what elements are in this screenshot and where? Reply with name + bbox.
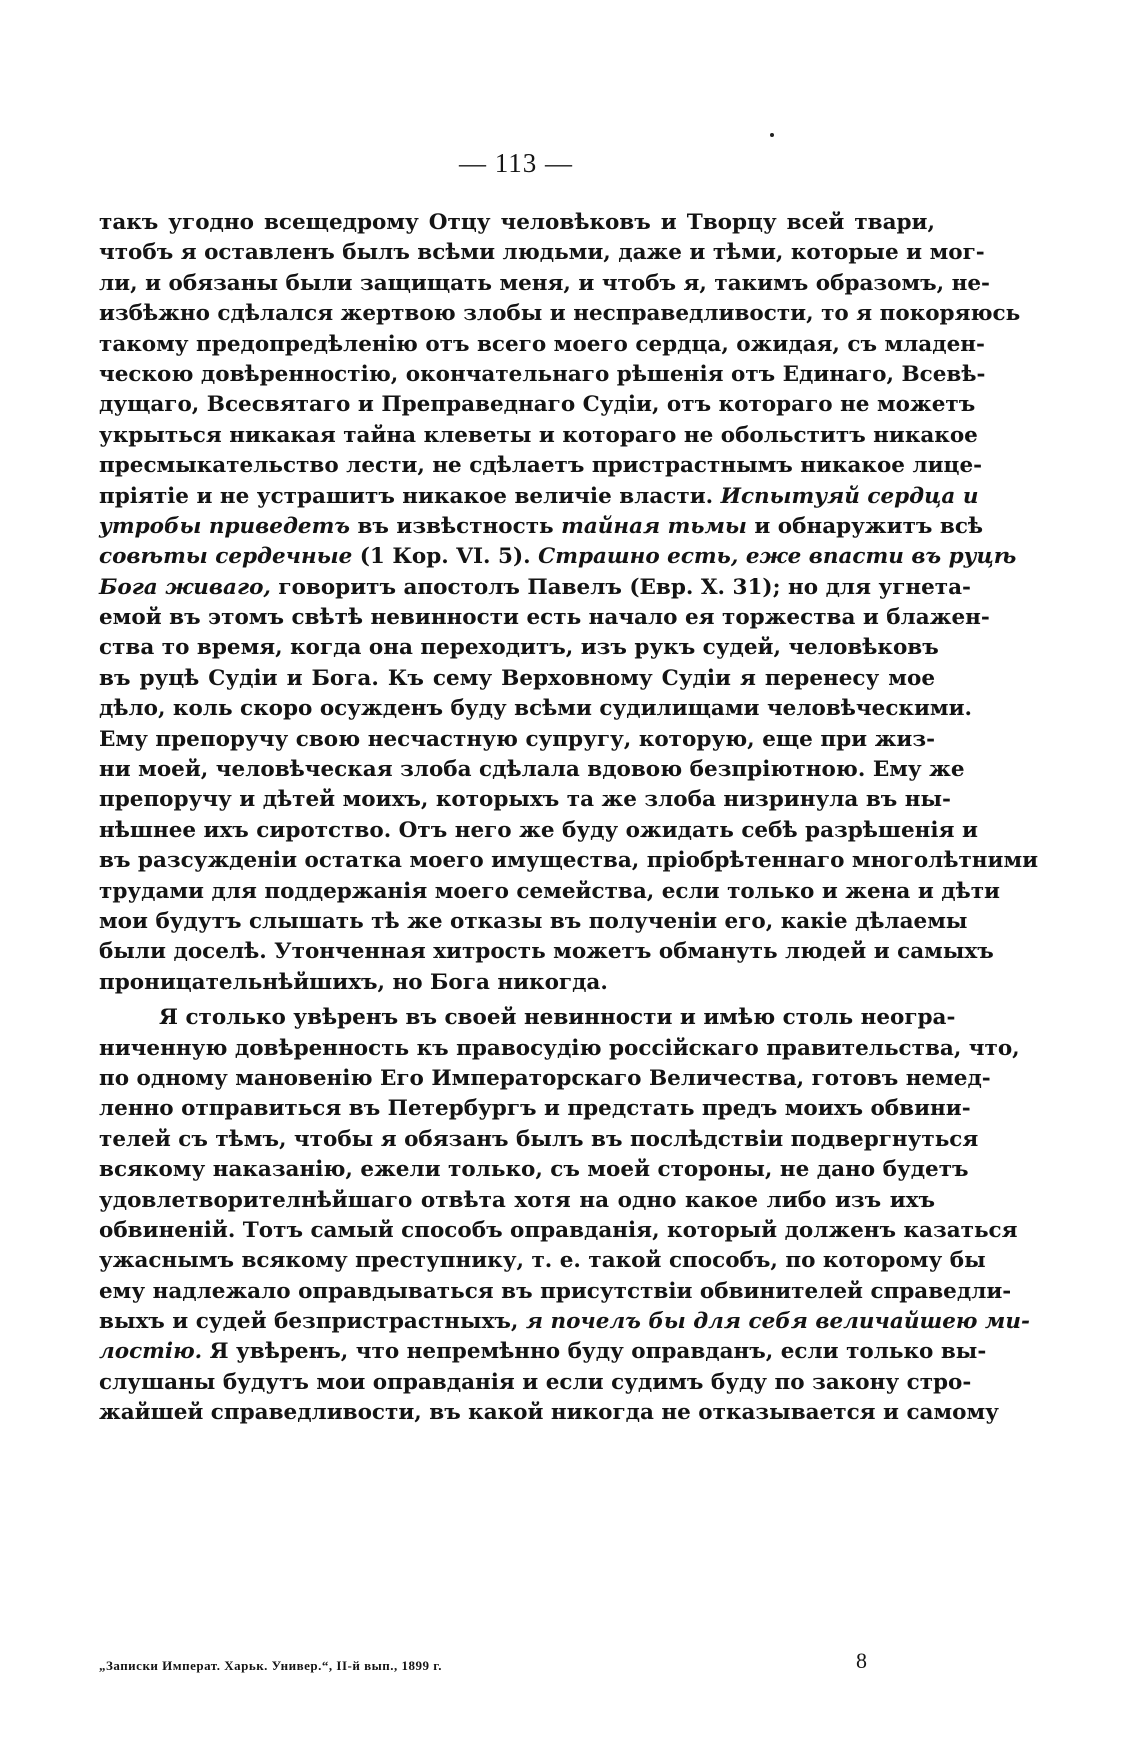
text-line: ни моей, человѣческая злоба сдѣлала вдовою безпрiютною. Ему же (99, 757, 965, 783)
text-line: совѣты сердечные (1 Кор. VI. 5). Страшно есть, еже впасти въ руцѣ (99, 544, 1017, 570)
text-line: въ руцѣ Судiи и Бога. Къ сему Верховному Судiи я перенесу мое (99, 665, 935, 691)
page-number: — 113 — (459, 148, 573, 178)
speck-mark (770, 133, 774, 137)
text-line: укрыться никакая тайна клеветы и котораго не обольститъ никакое (99, 422, 978, 448)
text-line: пресмыкательство лести, не сдѣлаетъ пристрастнымъ никакое лице- (99, 453, 983, 479)
scripture-quote: Бога живаго, (99, 574, 271, 600)
scripture-quote: тайная тьмы (561, 513, 747, 539)
scripture-quote: совѣты сердечные (99, 544, 353, 570)
text-line: такому предопредѣленiю отъ всего моего сердца, ожидая, съ младен- (99, 331, 985, 357)
text-line: ства то время, когда она переходитъ, изъ рукъ судей, человѣковъ (99, 635, 939, 661)
scripture-quote: Испытуяй сердца и (720, 483, 979, 509)
text-line: удовлетворителнѣйшаго отвѣта хотя на одно какое либо изъ ихъ (99, 1187, 935, 1213)
text-line: прiятie и не устрашитъ никакое величie власти. Испытуяй сердца и (99, 483, 979, 509)
text-line: по одному мановенiю Его Императорскаго Величества, готовъ немед- (99, 1065, 991, 1091)
text-line: ему надлежало оправдываться въ присутствiи обвинителей справедли- (99, 1278, 1012, 1304)
text-line: избѣжно сдѣлался жертвою злобы и несправедливости, то я покоряюсь (99, 301, 1021, 327)
text-line: чтобъ я оставленъ былъ всѣми людьми, даже и тѣми, которые и мог- (99, 240, 985, 266)
text-line: ческою довѣренностiю, окончательнаго рѣшенiя отъ Единаго, Всевѣ- (99, 361, 986, 387)
text-line: жайшей справедливости, въ какой никогда не отказывается и самому (99, 1400, 999, 1426)
emphasis-phrase: лостiю. (99, 1339, 203, 1365)
emphasis-phrase: я почелъ бы для себя величайшею ми- (525, 1309, 1030, 1335)
text-line: ниченную довѣренность къ правосудiю россiйскаго правительства, что, (99, 1035, 1020, 1061)
text-line: ужаснымъ всякому преступнику, т. е. такой способъ, по которому бы (99, 1248, 986, 1274)
text-line: утробы приведетъ въ извѣстность тайная тьмы и обнаружитъ всѣ (99, 513, 984, 539)
text-line: дѣло, коль скоро осужденъ буду всѣми судилищами человѣческими. (99, 696, 972, 722)
text-line: препоручу и дѣтей моихъ, которыхъ та же злоба низринула въ ны- (99, 787, 951, 813)
text-line: такъ угодно всещедрому Отцу человѣковъ и Творцу всей твари, (99, 210, 935, 235)
text-line: ленно отправиться въ Петербургъ и предстать предъ моихъ обвини- (99, 1096, 971, 1122)
text-line: въ разсужденiи остатка моего имущества, прiобрѣтеннаго многолѣтними (99, 848, 1039, 874)
text-line: трудами для поддержанiя моего семейства, если только и жена и дѣти (99, 878, 1000, 904)
text-line: Ему препоручу свою несчастную супругу, которую, еще при жиз- (99, 726, 935, 752)
signature-mark: 8 (856, 1648, 867, 1673)
text-line: нѣшнее ихъ сиротство. Отъ него же буду ожидать себѣ разрѣшенiя и (99, 817, 978, 843)
text-line: проницательнѣйшихъ, но Бога никогда. (99, 969, 608, 995)
publication-citation: „Записки Императ. Харьк. Универ.“, II-й вып., 1899 г. (99, 1658, 442, 1673)
text-line: емой въ этомъ свѣтѣ невинности есть начало ея торжества и блажен- (99, 605, 990, 631)
text-line: обвиненiй. Тотъ самый способъ оправданiя, который долженъ казаться (99, 1217, 1018, 1243)
text-line: мои будутъ слышать тѣ же отказы въ полученiи его, какie дѣлаемы (99, 908, 968, 934)
scripture-quote: Страшно есть, еже впасти въ руцѣ (538, 544, 1017, 570)
text-line: ли, и обязаны были защищать меня, и чтобъ я, такимъ образомъ, не- (99, 270, 990, 296)
text-line: Я столько увѣренъ въ своей невинности и имѣю столь неогра- (159, 1005, 956, 1031)
text-line: слушаны будутъ мои оправданiя и если судимъ буду по закону стро- (99, 1369, 972, 1395)
text-line: дущаго, Всесвятаго и Преправеднаго Судiи, отъ котораго не можетъ (99, 392, 976, 418)
text-line: всякому наказанiю, ежели только, съ моей стороны, не дано будетъ (99, 1157, 969, 1183)
text-line: выхъ и судей безпристрастныхъ, я почелъ бы для себя величайшею ми- (99, 1309, 1030, 1335)
text-line: телей съ тѣмъ, чтобы я обязанъ былъ въ послѣдствiи подвергнуться (99, 1126, 979, 1152)
scripture-quote: утробы приведетъ (99, 513, 350, 539)
text-line: Бога живаго, говоритъ апостолъ Павелъ (Евр. X. 31); но для угнета- (99, 574, 971, 600)
body-text (99, 208, 1039, 1429)
text-line: лостiю. Я увѣренъ, что непремѣнно буду оправданъ, если только вы- (99, 1339, 987, 1365)
text-line: были доселѣ. Утонченная хитрость можетъ обмануть людей и самыхъ (99, 939, 994, 965)
